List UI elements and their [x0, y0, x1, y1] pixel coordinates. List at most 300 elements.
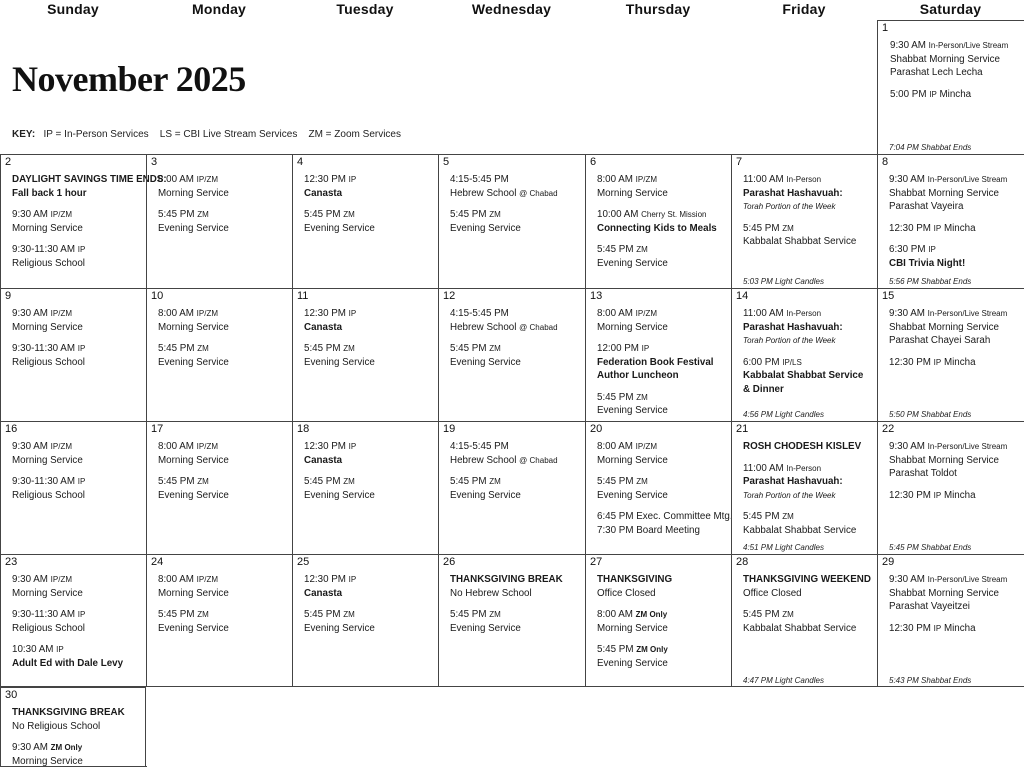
service-tag: In-Person/Live Stream — [927, 309, 1008, 318]
day-cell-20[interactable] — [585, 421, 731, 554]
day-cell-22[interactable] — [877, 421, 1024, 554]
event-entry — [889, 307, 1022, 348]
service-tag: In-Person — [786, 463, 822, 473]
event-line — [12, 187, 144, 201]
event-line — [450, 608, 583, 622]
day-cell-26[interactable] — [438, 554, 585, 687]
event-line — [304, 608, 436, 622]
event-text: No Religious School — [12, 720, 101, 732]
event-entry — [889, 489, 1022, 503]
event-line — [12, 643, 144, 657]
event-entry — [597, 243, 729, 270]
event-text: 5:45 PM — [597, 476, 637, 487]
key-entry-ip: IP = In-Person Services — [43, 129, 149, 140]
event-text: Connecting Kids to Meals — [597, 222, 717, 234]
event-text: 4:15-5:45 PM — [450, 441, 509, 452]
event-text: 12:30 PM — [889, 489, 934, 501]
event-text: 9:30-11:30 AM — [12, 343, 78, 354]
event-text: Canasta — [304, 454, 343, 466]
event-text: Evening Service — [304, 622, 375, 634]
event-line — [597, 307, 729, 321]
event-text: Torah Portion of the Week — [743, 202, 836, 211]
event-text: 5:45 PM — [158, 476, 198, 487]
event-entry — [12, 243, 144, 270]
event-line — [597, 208, 729, 222]
event-text: 5:45 PM — [158, 209, 198, 220]
event-text: Morning Service — [158, 587, 229, 599]
weekday-header-monday: Monday — [191, 1, 247, 17]
day-cell-12[interactable] — [438, 288, 585, 421]
event-line — [304, 187, 436, 201]
service-tag: ZM — [636, 392, 648, 402]
event-text: 11:00 AM — [743, 308, 787, 319]
event-text: 5:45 PM — [743, 511, 783, 522]
service-tag: In-Person/Live Stream — [927, 175, 1008, 184]
event-line — [743, 321, 875, 335]
event-line — [889, 622, 1022, 636]
service-tag: ZM — [636, 245, 648, 254]
event-text: 9:30 AM — [890, 40, 929, 51]
event-text: 5:45 PM — [597, 391, 637, 403]
service-tag: IP/ZM — [196, 175, 219, 184]
day-cell-7[interactable] — [731, 154, 877, 288]
event-line — [743, 524, 875, 538]
event-text: 9:30 AM — [12, 574, 51, 585]
event-entry — [889, 243, 1022, 270]
event-text: 11:00 AM — [743, 174, 787, 185]
event-text: Torah Portion of the Week — [743, 336, 836, 345]
event-text: Morning Service — [158, 321, 229, 333]
event-line — [743, 622, 875, 636]
event-line — [889, 257, 1022, 271]
day-number: 20 — [590, 423, 603, 435]
day-events — [450, 440, 583, 510]
event-line — [889, 173, 1022, 187]
event-text: Parashat Hashavuah: — [743, 187, 843, 199]
event-line — [889, 467, 1022, 481]
event-entry — [158, 573, 290, 600]
event-entry — [450, 475, 583, 502]
event-text: 9:30 AM — [889, 574, 928, 585]
event-line — [889, 489, 1022, 503]
event-text: Evening Service — [597, 657, 668, 669]
day-number: 26 — [443, 556, 456, 568]
event-line — [597, 243, 729, 257]
day-events — [450, 307, 583, 377]
service-tag: IP — [933, 623, 942, 633]
event-text: 5:00 PM — [890, 88, 930, 100]
event-text: Religious School — [12, 356, 85, 368]
event-line — [304, 321, 436, 335]
event-line — [597, 622, 729, 636]
day-events — [450, 173, 583, 243]
event-line — [158, 173, 290, 187]
event-text: Mincha — [941, 489, 976, 501]
event-entry — [12, 475, 144, 502]
event-text: & Dinner — [743, 383, 784, 395]
event-entry — [743, 222, 875, 249]
day-cell-17[interactable] — [146, 421, 292, 554]
event-line — [597, 587, 729, 601]
event-line — [12, 720, 144, 734]
event-entry — [12, 208, 144, 235]
day-cell-23[interactable] — [0, 554, 146, 687]
event-line — [158, 222, 290, 236]
event-line — [889, 334, 1022, 348]
event-line — [304, 440, 436, 454]
service-tag: IP/LS — [782, 357, 802, 367]
event-text: Morning Service — [597, 454, 668, 466]
service-tag: ZM — [489, 210, 501, 219]
day-cell-27[interactable] — [585, 554, 731, 687]
event-line — [450, 573, 583, 587]
event-line — [450, 622, 583, 636]
service-tag: IP/ZM — [50, 442, 73, 451]
event-text: Morning Service — [12, 755, 83, 767]
event-entry — [890, 39, 1022, 80]
event-line — [450, 173, 583, 187]
event-entry — [597, 440, 729, 467]
event-text: 5:45 PM — [743, 222, 783, 234]
event-entry — [450, 608, 583, 635]
day-number: 2 — [5, 156, 12, 168]
event-text: Parashat Hashavuah: — [743, 476, 843, 487]
event-text: 12:30 PM — [304, 308, 349, 319]
event-line — [743, 356, 875, 370]
event-line — [597, 643, 729, 657]
service-tag: IP — [77, 344, 86, 353]
day-events — [597, 173, 729, 278]
day-number: 1 — [882, 22, 889, 34]
candle-time-note: 7:04 PM Shabbat Ends — [889, 143, 972, 152]
event-line — [158, 622, 290, 636]
event-entry — [304, 208, 436, 235]
event-line — [304, 342, 436, 356]
event-line — [12, 587, 144, 601]
event-text: 9:30-11:30 AM — [12, 244, 78, 255]
event-text: Morning Service — [12, 454, 83, 466]
service-tag: IP/ZM — [196, 442, 219, 451]
event-entry — [743, 440, 875, 454]
day-cell-25[interactable] — [292, 554, 438, 687]
day-cell-11[interactable] — [292, 288, 438, 421]
day-cell-29[interactable] — [877, 554, 1024, 687]
event-line — [743, 462, 875, 476]
event-entry — [158, 440, 290, 467]
event-line — [12, 307, 144, 321]
day-number: 3 — [151, 156, 158, 168]
event-line — [12, 208, 144, 222]
service-tag: IP — [933, 223, 942, 233]
event-line — [158, 475, 290, 489]
event-text: Fall back 1 hour — [12, 187, 87, 199]
event-line — [158, 307, 290, 321]
event-line — [304, 307, 436, 321]
event-entry — [304, 608, 436, 635]
service-tag: IP — [933, 357, 942, 367]
event-entry — [158, 342, 290, 369]
event-text: THANKSGIVING — [597, 574, 673, 585]
event-entry — [304, 342, 436, 369]
event-entry — [12, 440, 144, 467]
event-entry — [889, 222, 1022, 236]
event-line — [889, 222, 1022, 236]
grid-border — [0, 686, 1024, 687]
day-events — [743, 573, 875, 643]
event-line — [597, 369, 729, 383]
day-cell-28[interactable] — [731, 554, 877, 687]
day-cell-13[interactable] — [585, 288, 731, 421]
event-line — [743, 475, 875, 489]
event-line — [743, 510, 875, 524]
day-number: 24 — [151, 556, 164, 568]
weekday-header-tuesday: Tuesday — [336, 1, 394, 17]
event-line — [889, 587, 1022, 601]
page-title: November 2025 — [12, 59, 246, 99]
service-tag: ZM — [343, 344, 355, 353]
event-line — [304, 454, 436, 468]
event-line — [12, 342, 144, 356]
day-events — [12, 573, 144, 678]
event-line — [12, 222, 144, 236]
day-events — [890, 39, 1022, 109]
candle-time-note: 4:51 PM Light Candles — [743, 543, 824, 552]
event-text: 12:00 PM — [597, 343, 642, 354]
event-text: Morning Service — [12, 587, 83, 599]
event-line — [450, 187, 583, 201]
event-text: Kabbalat Shabbat Service — [743, 370, 864, 381]
day-cell-30[interactable] — [0, 687, 146, 767]
event-line — [450, 454, 583, 468]
event-text: Shabbat Morning Service — [889, 321, 1000, 333]
day-number: 18 — [297, 423, 310, 435]
day-number: 11 — [297, 290, 309, 302]
key-entry-zm: ZM = Zoom Services — [308, 129, 401, 140]
event-line — [450, 489, 583, 503]
service-tag: IP/ZM — [635, 442, 658, 451]
event-line — [450, 440, 583, 454]
event-text: 5:45 PM — [450, 343, 490, 354]
event-line — [158, 440, 290, 454]
grid-border — [145, 686, 146, 767]
event-line — [597, 510, 733, 524]
event-text: Evening Service — [158, 356, 229, 368]
event-text: Parashat Vayeitzei — [889, 601, 970, 612]
day-events — [158, 440, 290, 510]
event-text: Evening Service — [158, 622, 229, 634]
event-entry — [12, 573, 144, 600]
service-tag: IP — [933, 490, 942, 500]
event-entry — [158, 208, 290, 235]
weekday-header-friday: Friday — [782, 1, 826, 17]
event-line — [450, 587, 583, 601]
event-line — [889, 200, 1022, 214]
day-cell-24[interactable] — [146, 554, 292, 687]
day-cell-9[interactable] — [0, 288, 146, 421]
event-line — [12, 454, 144, 468]
event-line — [743, 489, 875, 503]
event-text: 9:30-11:30 AM — [12, 476, 78, 487]
event-line — [158, 208, 290, 222]
event-text: Evening Service — [450, 356, 521, 368]
event-entry — [597, 510, 733, 537]
service-tag: ZM — [197, 610, 209, 619]
day-cell-4[interactable] — [292, 154, 438, 288]
day-events — [597, 307, 729, 426]
event-text: 5:45 PM — [158, 343, 198, 354]
day-events — [158, 173, 290, 243]
event-line — [597, 173, 729, 187]
event-text: 6:30 PM — [889, 244, 929, 255]
day-events — [450, 573, 583, 643]
event-text: Morning Service — [597, 321, 668, 333]
event-line — [12, 475, 144, 489]
day-cell-10[interactable] — [146, 288, 292, 421]
event-line — [12, 573, 144, 587]
key-entry-ls: LS = CBI Live Stream Services — [159, 129, 298, 140]
service-key — [12, 129, 401, 140]
day-cell-3[interactable] — [146, 154, 292, 288]
event-entry — [158, 173, 290, 200]
event-line — [158, 608, 290, 622]
event-text: Mincha — [941, 356, 976, 368]
event-line — [889, 356, 1022, 370]
event-text: 8:00 AM — [158, 308, 197, 319]
day-number: 30 — [5, 689, 18, 701]
day-cell-8[interactable] — [877, 154, 1024, 288]
service-tag: In-Person — [786, 309, 822, 318]
service-tag: ZM — [343, 477, 355, 486]
event-line — [450, 222, 583, 236]
day-cell-15[interactable] — [877, 288, 1024, 421]
event-line — [743, 200, 875, 214]
day-events — [889, 307, 1022, 377]
event-entry — [597, 208, 729, 235]
event-line — [12, 741, 144, 755]
event-text: Mincha — [941, 622, 976, 634]
event-entry — [889, 622, 1022, 636]
event-entry — [743, 307, 875, 348]
event-entry — [743, 462, 875, 503]
event-entry — [743, 510, 875, 537]
event-line — [743, 187, 875, 201]
day-number: 6 — [590, 156, 597, 168]
service-tag: ZM Only — [50, 743, 83, 752]
day-cell-6[interactable] — [585, 154, 731, 288]
day-cell-1[interactable] — [877, 20, 1024, 154]
day-events — [597, 440, 733, 545]
event-text: 4:15-5:45 PM — [450, 308, 509, 319]
event-line — [450, 342, 583, 356]
event-line — [743, 369, 875, 383]
event-entry — [743, 573, 875, 600]
event-entry — [597, 342, 729, 383]
event-line — [597, 356, 729, 370]
event-line — [158, 573, 290, 587]
event-text: Evening Service — [597, 257, 668, 269]
event-text: 9:30 AM — [12, 742, 51, 753]
event-entry — [304, 440, 436, 467]
day-number: 21 — [736, 423, 749, 435]
event-text: 5:45 PM — [304, 209, 344, 220]
event-text: 6:00 PM — [743, 356, 783, 368]
event-entry — [158, 608, 290, 635]
event-line — [890, 39, 1022, 53]
day-number: 15 — [882, 290, 895, 302]
service-tag: In-Person/Live Stream — [927, 442, 1008, 451]
event-line — [304, 587, 436, 601]
candle-time-note: 4:56 PM Light Candles — [743, 410, 824, 419]
day-number: 8 — [882, 156, 889, 168]
event-line — [12, 706, 144, 720]
weekday-header-saturday: Saturday — [919, 1, 982, 17]
service-tag: @ Chabad — [519, 322, 558, 332]
event-text: Torah Portion of the Week — [743, 490, 836, 500]
service-tag: ZM — [782, 512, 794, 521]
event-text: THANKSGIVING WEEKEND — [743, 574, 871, 585]
event-text: Evening Service — [304, 489, 375, 501]
event-line — [597, 404, 729, 418]
event-line — [450, 475, 583, 489]
event-entry — [158, 475, 290, 502]
service-tag: ZM — [197, 477, 209, 486]
event-text: Shabbat Morning Service — [890, 53, 1001, 65]
service-tag: IP/ZM — [50, 210, 73, 219]
event-text: Religious School — [12, 257, 85, 269]
service-tag: In-Person/Live Stream — [927, 575, 1008, 584]
day-cell-18[interactable] — [292, 421, 438, 554]
event-text: Kabbalat Shabbat Service — [743, 236, 857, 247]
event-text: 5:45 PM — [597, 244, 637, 255]
event-text: Evening Service — [450, 622, 521, 634]
candle-time-note: 5:56 PM Shabbat Ends — [889, 277, 972, 286]
event-line — [12, 356, 144, 370]
event-entry — [889, 440, 1022, 481]
weekday-header-sunday: Sunday — [47, 1, 99, 17]
day-events — [743, 440, 875, 545]
event-line — [889, 600, 1022, 614]
event-entry — [743, 608, 875, 635]
event-line — [450, 208, 583, 222]
event-line — [158, 489, 290, 503]
day-events — [158, 307, 290, 377]
service-tag: IP — [348, 175, 357, 184]
day-cell-5[interactable] — [438, 154, 585, 288]
day-cell-21[interactable] — [731, 421, 877, 554]
event-line — [597, 257, 729, 271]
event-line — [743, 222, 875, 236]
service-tag: In-Person/Live Stream — [928, 41, 1009, 50]
event-entry — [597, 643, 729, 670]
event-entry — [743, 356, 875, 397]
event-entry — [304, 307, 436, 334]
event-line — [890, 66, 1022, 80]
event-text: 9:30 AM — [889, 174, 928, 185]
day-cell-2[interactable] — [0, 154, 167, 288]
event-text: 10:00 AM — [597, 209, 642, 220]
event-entry — [889, 356, 1022, 370]
day-cell-19[interactable] — [438, 421, 585, 554]
event-text: Morning Service — [597, 187, 668, 199]
day-cell-14[interactable] — [731, 288, 877, 421]
event-line — [158, 356, 290, 370]
day-events — [304, 173, 436, 243]
event-line — [597, 440, 729, 454]
day-number: 29 — [882, 556, 895, 568]
day-number: 16 — [5, 423, 18, 435]
day-cell-16[interactable] — [0, 421, 146, 554]
day-number: 13 — [590, 290, 603, 302]
